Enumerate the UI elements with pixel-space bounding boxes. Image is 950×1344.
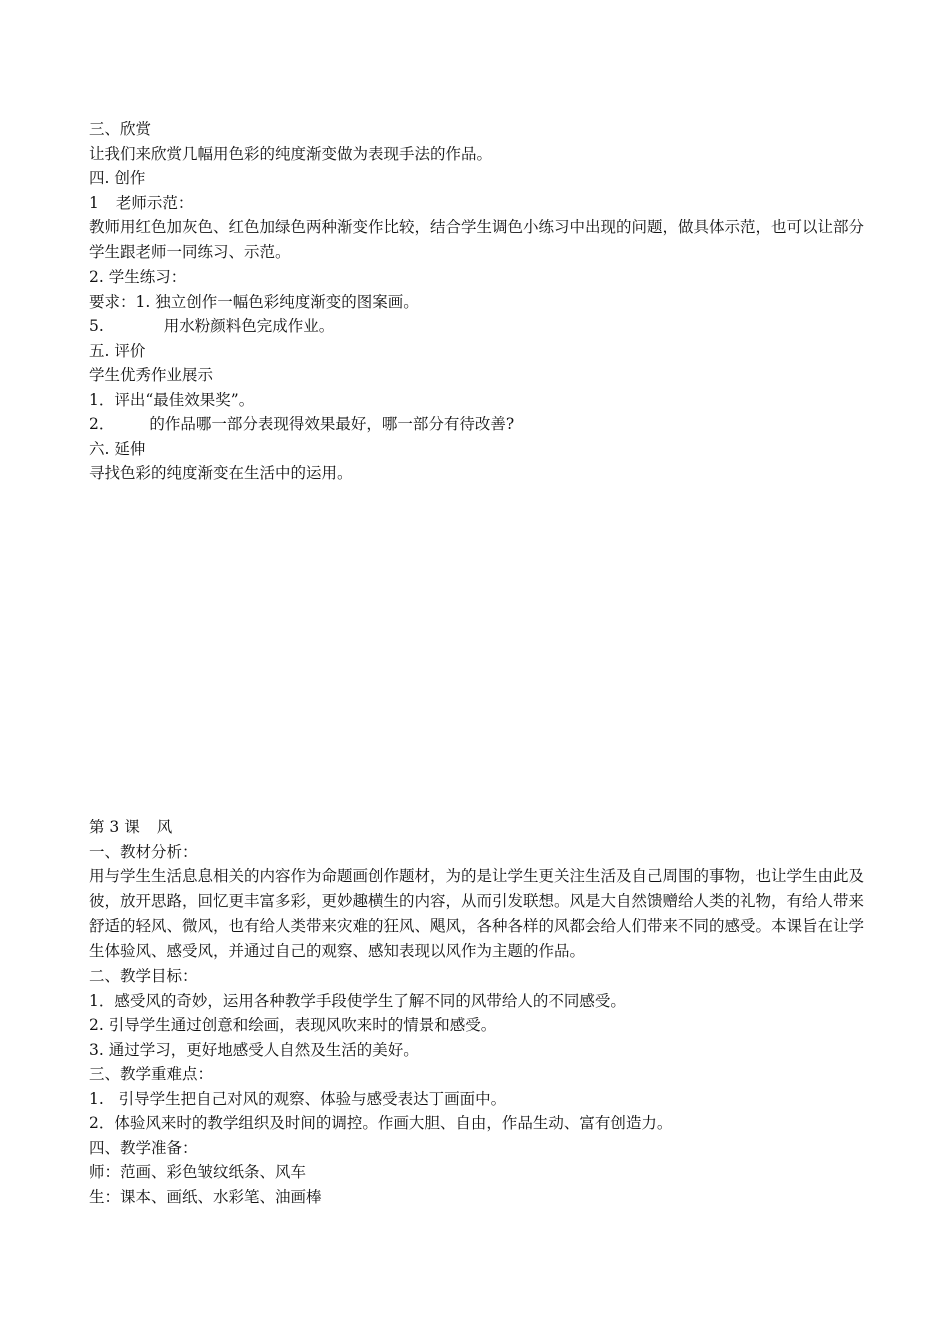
lesson-title [89, 815, 864, 840]
section-appreciation-creation [89, 117, 864, 486]
requirement-1: 要求：1. 独立创作一幅色彩纯度渐变的图案画。 [89, 292, 419, 311]
goal-3: 3. 通过学习，更好地感受人自然及生活的美好。 [89, 1040, 419, 1059]
key-point-2: 2．体验风来时的教学组织及时间的调控。作画大胆、自由，作品生动、富有创造力。 [89, 1114, 673, 1132]
item-student-practice: 2. 学生练习： [89, 268, 187, 286]
evaluate-2 [89, 412, 864, 437]
teacher-demo-text: 教师用红色加灰色、红色加绿色两种渐变作比较，结合学生调色小练习中出现的问题，做具体示范，也可以让部分学生跟老师一同练习、示范。 [89, 218, 865, 261]
item-label: 老师示范： [115, 193, 194, 212]
display-text: 学生优秀作业展示 [89, 366, 214, 384]
section-lesson-wind [89, 815, 864, 1209]
goal-2: 2. 引导学生通过创意和绘画，表现风吹来时的情景和感受。 [89, 1016, 497, 1034]
heading-key-points: 三、教学重难点： [89, 1065, 214, 1083]
evaluate-number: 2． [89, 415, 115, 433]
evaluate-text: 的作品哪一部分表现得效果最好，哪一部分有待改善? [149, 415, 515, 433]
extend-text: 寻找色彩的纯度渐变在生活中的运用。 [89, 464, 353, 482]
prep-teacher: 师：范画、彩色皱纹纸条、风车 [89, 1163, 307, 1181]
evaluate-1: 1．评出“最佳效果奖”。 [89, 390, 255, 409]
item-teacher-demo [89, 191, 864, 216]
heading-extend: 六. 延伸 [89, 439, 146, 458]
requirement-text: 用水粉颜料色完成作业。 [163, 317, 335, 335]
goal-1: 1．感受风的奇妙，运用各种教学手段使学生了解不同的风带给人的不同感受。 [89, 991, 626, 1010]
requirement-2 [89, 314, 864, 339]
prep-student: 生：课本、画纸、水彩笔、油画棒 [89, 1187, 322, 1206]
heading-appreciate: 三、欣赏 [89, 120, 152, 138]
requirement-number: 5. [89, 317, 104, 335]
appreciate-text: 让我们来欣赏几幅用色彩的纯度渐变做为表现手法的作品。 [89, 144, 493, 163]
lesson-name: 风 [156, 818, 173, 836]
key-point-1: 1. 引导学生把自己对风的观察、体验与感受表达丁画面中。 [89, 1089, 507, 1108]
heading-material-analysis: 一、教材分析： [89, 842, 198, 861]
heading-create: 四. 创作 [89, 169, 146, 187]
heading-evaluate: 五. 评价 [89, 341, 146, 360]
heading-teaching-goals: 二、教学目标： [89, 967, 198, 985]
item-number: 1 [89, 193, 99, 212]
heading-preparation: 四、教学准备： [89, 1138, 198, 1157]
analysis-text: 用与学生生活息息相关的内容作为命题画创作题材，为的是让学生更关注生活及自己周围的事物，也让学生由此及彼，放开思路，回忆更丰富多彩，更妙趣横生的内容，从而引发联想。风是大自然馈赠给人类的礼物，有给人带来舒适的轻风、微风，也有给人类带来灾难的狂风、飓风，各种各样的风都会给人们带来不同的感受。本课旨在让学生体验风、感受风，并通过自己的观察、感知表现以风作为主题的作品。 [89, 867, 865, 960]
lesson-number: 第 3 课 [89, 818, 140, 836]
